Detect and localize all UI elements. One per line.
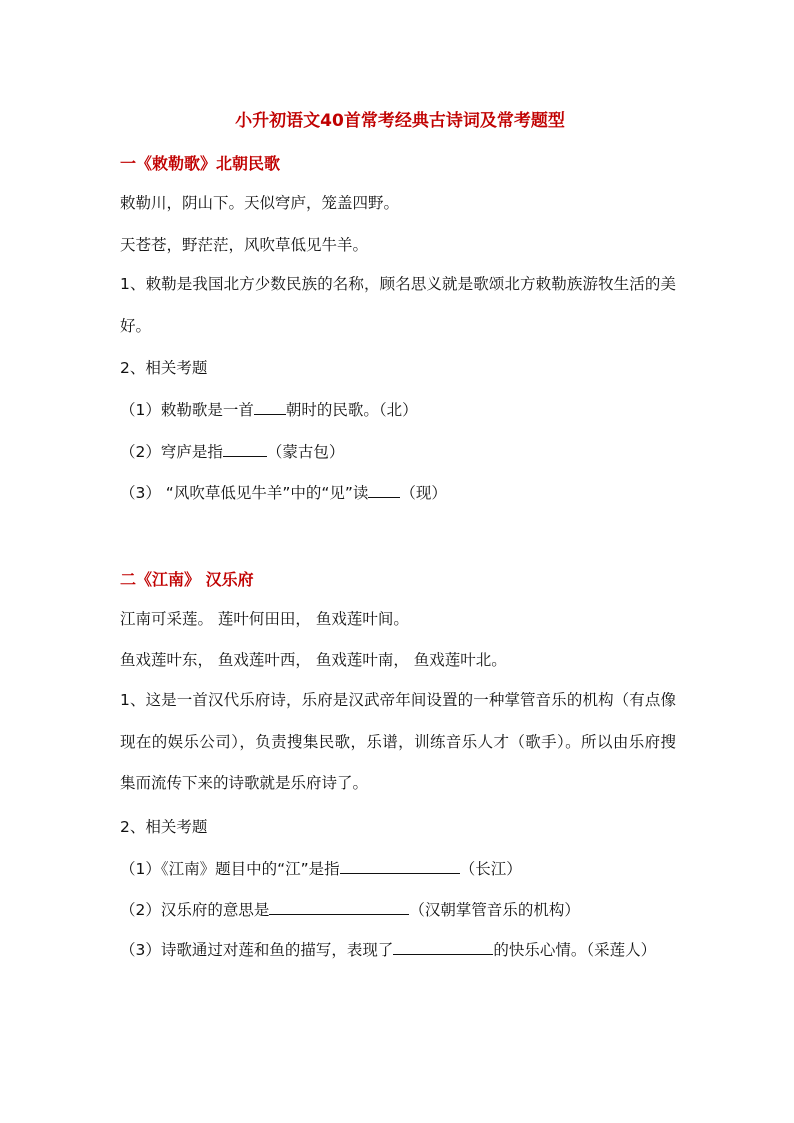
question-1-1 bbox=[120, 400, 418, 420]
question-answer: （现） bbox=[400, 484, 447, 502]
question-text: （1）敕勒歌是一首 bbox=[120, 401, 254, 419]
answer-blank bbox=[368, 483, 400, 498]
document-title: 小升初语文40首常考经典古诗词及常考题型 bbox=[235, 111, 565, 131]
question-answer: （蒙古包） bbox=[266, 443, 345, 461]
section-note-1: 1、敕勒是我国北方少数民族的名称，顾名思义就是歌颂北方敕勒族游牧生活的美好。 bbox=[120, 275, 676, 335]
poem-line-1-1: 敕勒川，阴山下。天似穹庐，笼盖四野。 bbox=[120, 194, 400, 212]
section-note-2: 1、这是一首汉代乐府诗，乐府是汉武帝年间设置的一种掌管音乐的机构（有点像现在的娱乐公司），负责搜集民歌，乐谱，训练音乐人才（歌手）。所以由乐府搜集而流传下来的诗歌就是乐府诗了。 bbox=[120, 691, 676, 792]
question-text: （1）《江南》题目中的“江”是指 bbox=[120, 860, 340, 878]
question-1-2 bbox=[120, 442, 344, 462]
poem-line-2-1: 江南可采莲。 莲叶何田田， 鱼戏莲叶间。 bbox=[120, 610, 409, 628]
answer-blank bbox=[269, 900, 409, 915]
answer-blank bbox=[340, 859, 460, 874]
poem-line-2-2: 鱼戏莲叶东， 鱼戏莲叶西， 鱼戏莲叶南， 鱼戏莲叶北。 bbox=[120, 651, 507, 669]
section-heading-2: 二《江南》 汉乐府 bbox=[120, 570, 254, 589]
question-1-3 bbox=[120, 483, 447, 503]
question-text: （2）穹庐是指 bbox=[120, 443, 223, 461]
question-answer: 的快乐心情。（采莲人） bbox=[493, 941, 657, 959]
question-text: （2）汉乐府的意思是 bbox=[120, 901, 270, 919]
section-heading-1: 一《敕勒歌》北朝民歌 bbox=[120, 154, 281, 173]
poem-line-1-2: 天苍苍，野茫茫，风吹草低见牛羊。 bbox=[120, 236, 369, 254]
question-2-2 bbox=[120, 900, 580, 920]
question-answer: （长江） bbox=[459, 860, 522, 878]
exam-title-2: 2、相关考题 bbox=[120, 818, 208, 836]
answer-blank bbox=[393, 940, 493, 955]
question-answer: 朝时的民歌。（北） bbox=[285, 401, 418, 419]
answer-blank bbox=[254, 400, 286, 415]
question-text: （3） “风吹草低见牛羊”中的“见”读 bbox=[120, 484, 369, 502]
question-2-3 bbox=[120, 930, 676, 972]
question-2-1 bbox=[120, 859, 522, 879]
exam-title-1: 2、相关考题 bbox=[120, 359, 208, 377]
question-text: （3）诗歌通过对莲和鱼的描写，表现了 bbox=[120, 941, 394, 959]
answer-blank bbox=[223, 442, 267, 457]
question-answer: （汉朝掌管音乐的机构） bbox=[409, 901, 580, 919]
